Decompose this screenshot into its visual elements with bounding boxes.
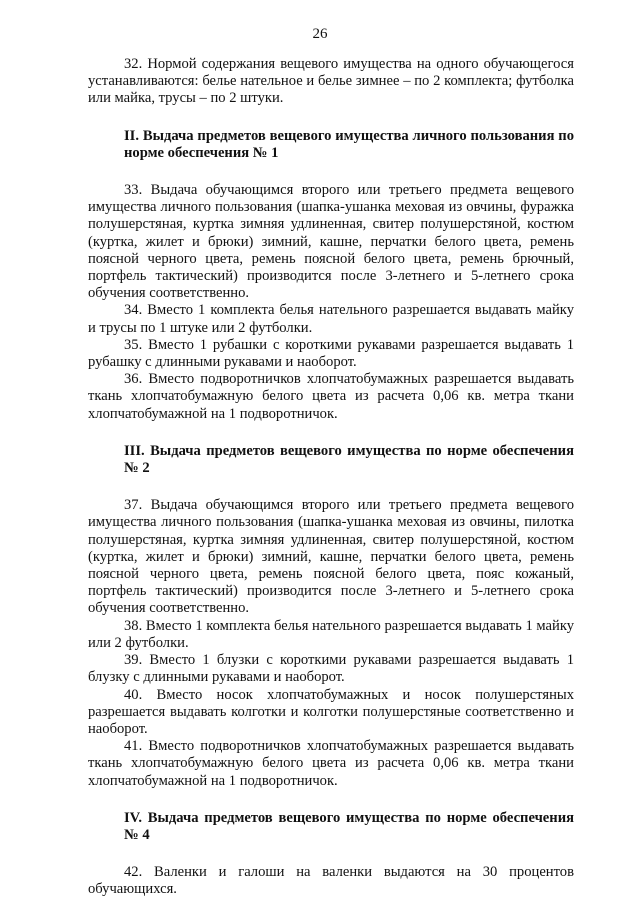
paragraph-33: 33. Выдача обучающимся второго или третьего предмета вещевого имущества личного пользования (шапка-ушанка меховая из овчины, фуражка полушерстяная, куртка зимняя удлиненная, свитер полушерстяной, костюм (куртка, жилет и брюки) зимний, кашне, перчатки белого цвета, ремень поясной черного цвета, ремень поясной белого цвета, ремень брючный, портфель тактический) производится после 3-летнего и 5-летнего срока обучения соответственно. [88, 182, 574, 302]
paragraph-35: 35. Вместо 1 рубашки с короткими рукавами разрешается выдавать 1 рубашку с длинными рукавами и наоборот. [88, 336, 574, 371]
document-body [88, 56, 574, 899]
paragraph-34: 34. Вместо 1 комплекта белья нательного разрешается выдавать майку и трусы по 1 штуке или 2 футболки. [88, 302, 574, 336]
page-number: 26 [312, 26, 328, 42]
paragraph-38: 38. Вместо 1 комплекта белья нательного разрешается выдавать 1 майку или 2 футболки. [88, 617, 574, 651]
section-heading-4: IV. Выдача предметов вещевого имущества по норме обеспечения № 4 [124, 809, 574, 843]
paragraph-42: 42. Валенки и галоши на валенки выдаются на 30 процентов обучающихся. [88, 864, 574, 898]
section-heading-2: II. Выдача предметов вещевого имущества личного пользования по норме обеспечения № 1 [124, 127, 574, 161]
paragraph-36: 36. Вместо подворотничков хлопчатобумажных разрешается выдавать ткань хлопчатобумажную белого цвета из расчета 0,06 кв. метра ткани хлопчатобумажной на 1 подворотничок. [88, 371, 574, 422]
section-heading-3: III. Выдача предметов вещевого имущества по норме обеспечения № 2 [124, 442, 574, 477]
paragraph-39: 39. Вместо 1 блузки с короткими рукавами разрешается выдавать 1 блузку с длинными рукавами и наоборот. [88, 652, 574, 686]
paragraph-37: 37. Выдача обучающимся второго или третьего предмета вещевого имущества личного пользования (шапка-ушанка меховая из овчины, пилотка полушерстяная, куртка зимняя удлиненная, свитер полушерстяной, костюм (куртка, жилет и брюки) зимний, кашне, перчатки белого цвета, ремень поясной черного цвета, ремень поясной белого цвета, пояс кожаный, портфель тактический) производится после 3-летнего и 5-летнего срока обучения соответственно. [88, 497, 574, 617]
paragraph-32: 32. Нормой содержания вещевого имущества на одного обучающегося устанавливаются: белье нательное и белье зимнее – по 2 комплекта; футболка или майка, трусы – по 2 штуки. [88, 56, 574, 107]
paragraph-40: 40. Вместо носок хлопчатобумажных и носок полушерстяных разрешается выдавать колготки и колготки полушерстяные соответственно и наоборот. [88, 686, 574, 737]
paragraph-41: 41. Вместо подворотничков хлопчатобумажных разрешается выдавать ткань хлопчатобумажную белого цвета из расчета 0,06 кв. метра ткани хлопчатобумажной на 1 подворотничок. [88, 738, 574, 789]
